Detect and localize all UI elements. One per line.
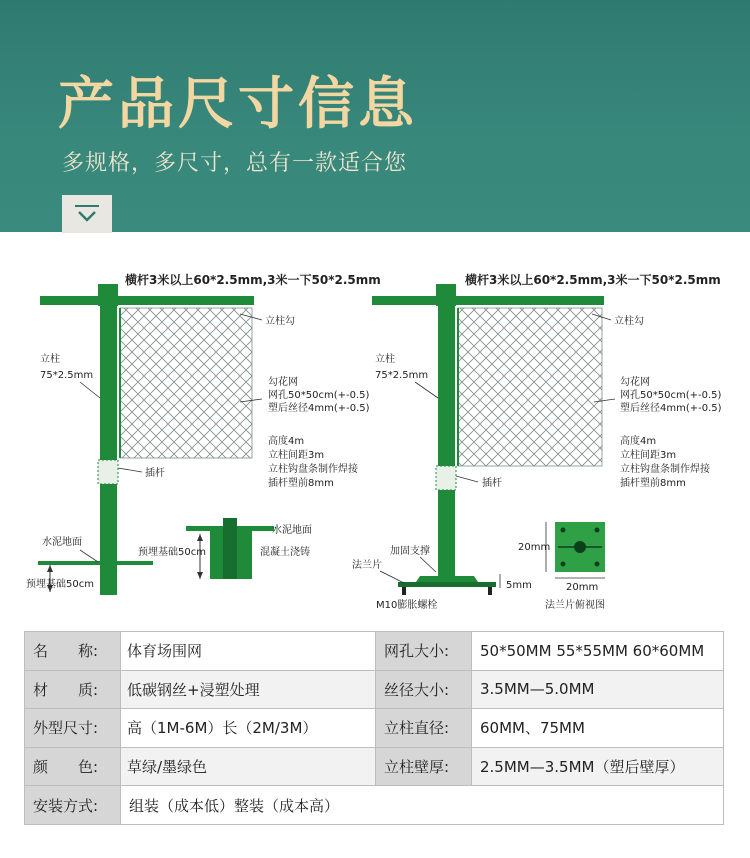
- left-rod-label: 插杆: [145, 468, 165, 479]
- table-row: [25, 709, 724, 748]
- left-spacing: 立柱间距3m: [268, 450, 325, 461]
- right-flange: [398, 582, 496, 587]
- spec-label: 立柱直径:: [376, 709, 472, 748]
- left-post: [100, 302, 117, 595]
- plate-view-label: 法兰片俯视图: [545, 600, 605, 611]
- spec-label: 材 质:: [25, 670, 121, 709]
- spec-label: 立柱壁厚:: [376, 747, 472, 786]
- spec-value: 体育场围网: [121, 632, 376, 671]
- chevron-down-icon: [72, 203, 102, 225]
- spec-value: 60MM、75MM: [472, 709, 724, 748]
- right-crossbar: [372, 296, 604, 305]
- left-ground-label: 水泥地面: [42, 537, 82, 548]
- inset-foundation-label: 预埋基础50cm: [138, 547, 206, 558]
- right-bolt-label: M10膨胀螺栓: [376, 600, 438, 611]
- left-rod-spec: 插杆塑前8mm: [268, 478, 334, 489]
- spec-value: 高（1M-6M）长（2M/3M）: [121, 709, 376, 748]
- scroll-down-button[interactable]: [62, 195, 112, 233]
- right-mesh-hole: 网孔50*50cm(+-0.5): [620, 390, 722, 401]
- right-rod-label: 插杆: [482, 478, 502, 489]
- right-rod-spec: 插杆塑前8mm: [620, 478, 686, 489]
- left-post-size: 75*2.5mm: [40, 370, 94, 381]
- left-mesh-hole: 网孔50*50cm(+-0.5): [268, 390, 370, 401]
- right-mesh-label: 勾花网: [620, 377, 650, 388]
- right-rod-joint: [436, 466, 456, 490]
- inset-concrete-label: 混凝土浇铸: [260, 547, 310, 558]
- spec-value: 3.5MM—5.0MM: [472, 670, 724, 709]
- table-row: [25, 670, 724, 709]
- spec-label: 网孔大小:: [376, 632, 472, 671]
- left-height: 高度4m: [268, 436, 305, 447]
- spec-label: 丝径大小:: [376, 670, 472, 709]
- right-post-label: 立柱: [375, 354, 395, 365]
- left-mesh-label: 勾花网: [268, 377, 298, 388]
- right-spacing: 立柱间距3m: [620, 450, 677, 461]
- table-row: [25, 786, 724, 825]
- right-crossbar-label: 横杆3米以上60*2.5mm,3米一下50*2.5mm: [465, 273, 721, 287]
- plate-width-label: 20mm: [566, 582, 599, 593]
- right-post: [438, 302, 455, 577]
- page-title: 产品尺寸信息: [58, 72, 418, 137]
- inset-ground-label: 水泥地面: [272, 525, 312, 536]
- left-foundation-label: 预埋基础50cm: [26, 579, 94, 590]
- right-post-size: 75*2.5mm: [375, 370, 429, 381]
- right-mesh-wire: 塑后丝径4mm(+-0.5): [620, 403, 722, 414]
- plate-height-label: 20mm: [518, 542, 551, 553]
- right-brace-label: 加固支撑: [390, 546, 430, 557]
- left-crossbar: [40, 296, 254, 305]
- left-rod-joint: [98, 460, 118, 484]
- table-row: [25, 632, 724, 671]
- left-ground-line: [38, 561, 153, 565]
- left-weld: 立柱钩盘条制作焊接: [268, 464, 358, 475]
- spec-value: 50*50MM 55*55MM 60*60MM: [472, 632, 724, 671]
- left-crossbar-label: 横杆3米以上60*2.5mm,3米一下50*2.5mm: [125, 273, 381, 287]
- left-post-hook-label: 立柱勾: [265, 316, 295, 327]
- right-mesh: [458, 308, 602, 466]
- right-post-hook-label: 立柱勾: [614, 316, 644, 327]
- spec-value: 草绿/墨绿色: [121, 747, 376, 786]
- spec-label: 颜 色:: [25, 747, 121, 786]
- left-mesh: [120, 308, 252, 458]
- page-subtitle: 多规格，多尺寸，总有一款适合您: [62, 151, 408, 176]
- spec-label: 外型尺寸:: [25, 709, 121, 748]
- right-brace: [416, 576, 478, 582]
- left-post-label: 立柱: [40, 354, 60, 365]
- right-flange-label: 法兰片: [352, 560, 382, 571]
- foundation-inset: [138, 518, 312, 579]
- right-thickness-label: 5mm: [506, 580, 532, 591]
- right-height: 高度4m: [620, 436, 657, 447]
- left-mesh-wire: 塑后丝径4mm(+-0.5): [268, 403, 370, 414]
- fence-diagram: [0, 232, 750, 632]
- spec-label: 名 称:: [25, 632, 121, 671]
- spec-table: [24, 631, 724, 825]
- header-banner: [0, 0, 750, 232]
- table-row: [25, 747, 724, 786]
- spec-value: 2.5MM—3.5MM（塑后壁厚）: [472, 747, 724, 786]
- right-fence: [352, 272, 722, 611]
- spec-value: 低碳钢丝+浸塑处理: [121, 670, 376, 709]
- right-weld: 立柱钩盘条制作焊接: [620, 464, 710, 475]
- spec-label: 安装方式:: [25, 786, 121, 825]
- spec-value: 组装（成本低）整装（成本高）: [121, 786, 724, 825]
